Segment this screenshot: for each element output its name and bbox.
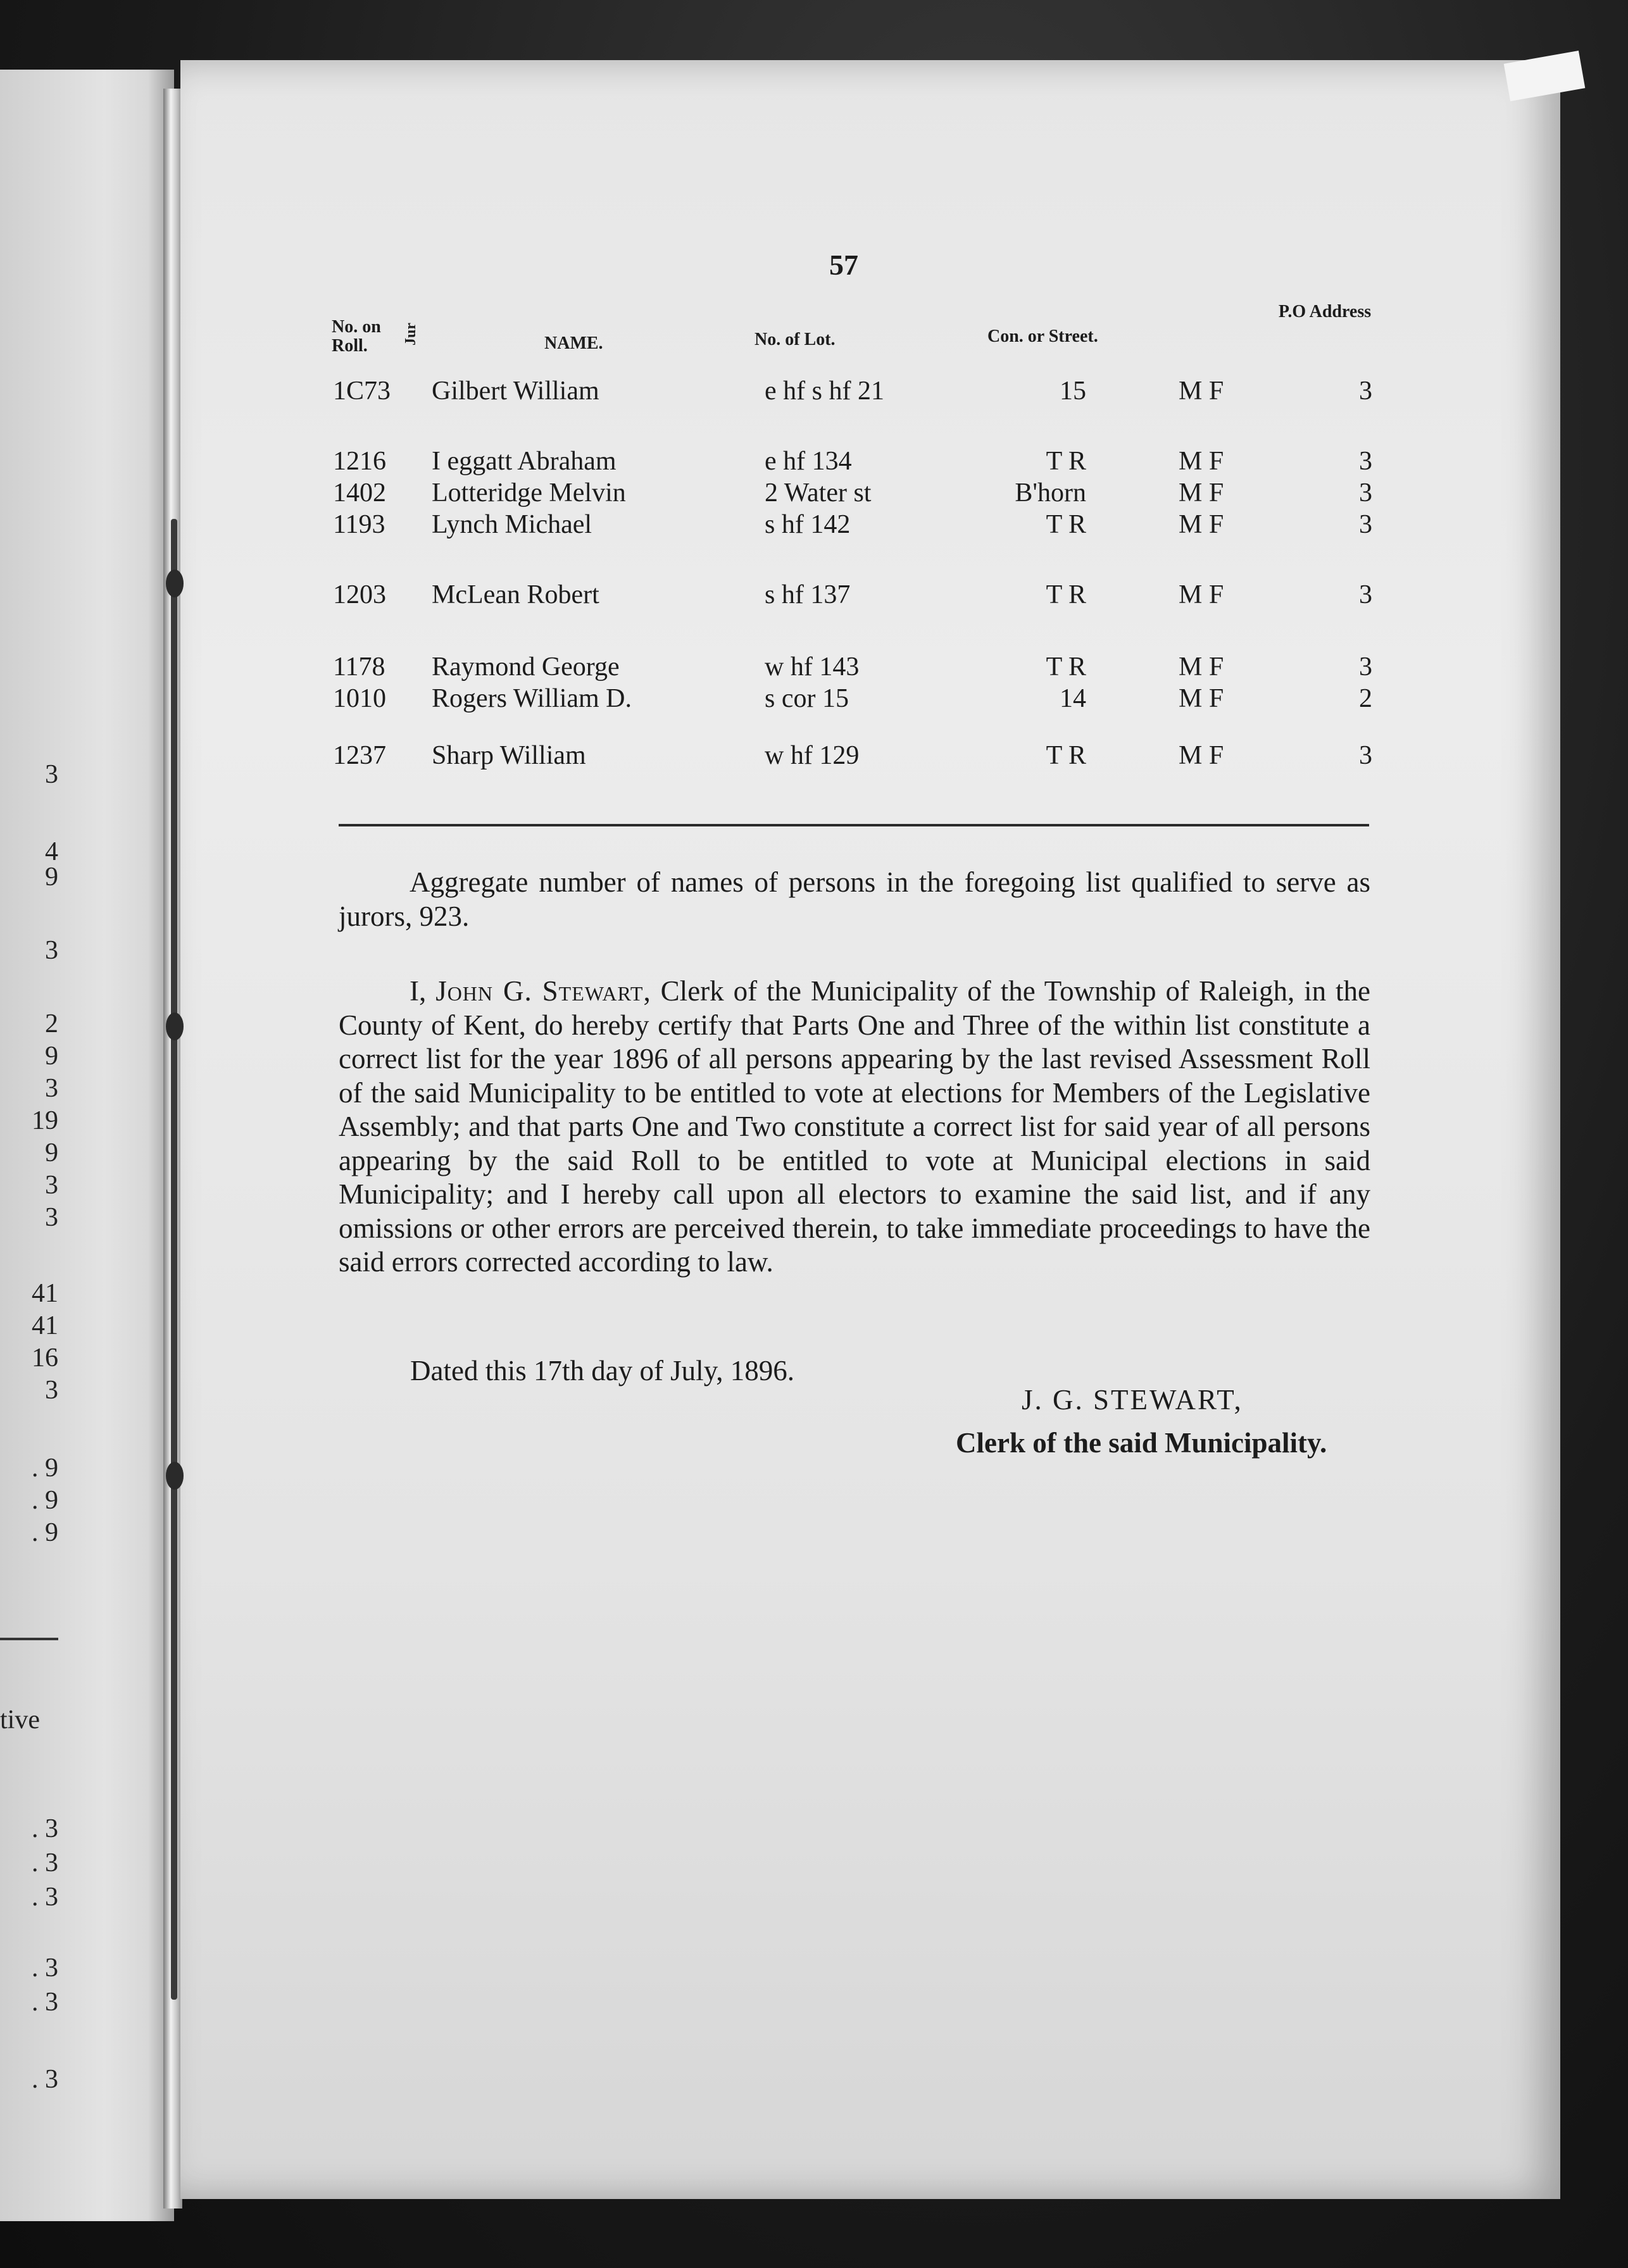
left-page-number: . 9 bbox=[32, 1454, 58, 1483]
table-row bbox=[0, 683, 1628, 719]
roll-number: 1237 bbox=[333, 741, 386, 770]
left-page-number: . 3 bbox=[32, 1848, 58, 1878]
lot-number: s hf 137 bbox=[765, 580, 851, 609]
po-address: M F bbox=[1179, 447, 1224, 476]
header-jur: Jur bbox=[403, 323, 419, 346]
page-corner-fold bbox=[1504, 51, 1586, 101]
person-name: McLean Robert bbox=[432, 580, 599, 609]
clerk-name: John G. Stewart, bbox=[435, 975, 651, 1007]
left-page-word: tive bbox=[0, 1705, 40, 1735]
con-street: T R bbox=[1046, 741, 1086, 770]
left-page-number: 19 bbox=[32, 1106, 58, 1135]
left-page-number: 3 bbox=[45, 1376, 58, 1405]
roll-number: 1C73 bbox=[333, 377, 391, 406]
left-page-rule bbox=[0, 1638, 58, 1640]
roll-number: 1402 bbox=[333, 478, 386, 508]
signature-title: Clerk of the said Municipality. bbox=[956, 1427, 1327, 1459]
left-page-number: 9 bbox=[45, 863, 58, 892]
left-page-number: 16 bbox=[32, 1343, 58, 1373]
table-row bbox=[0, 478, 1628, 513]
left-page-number: . 3 bbox=[32, 1953, 58, 1983]
roll-number: 1203 bbox=[333, 580, 386, 609]
person-name: I eggatt Abraham bbox=[432, 447, 617, 476]
left-page-number: 41 bbox=[32, 1311, 58, 1340]
lot-number: e hf s hf 21 bbox=[765, 377, 884, 406]
po-address: M F bbox=[1179, 652, 1224, 682]
header-po-address: P.O Address bbox=[1278, 302, 1372, 321]
left-page-number: 41 bbox=[32, 1279, 58, 1308]
part-number: 3 bbox=[1359, 580, 1372, 609]
certificate-paragraph bbox=[339, 975, 1370, 1280]
con-street: T R bbox=[1046, 510, 1086, 539]
header-name: NAME. bbox=[544, 333, 603, 353]
signature-name: J. G. STEWART, bbox=[1022, 1384, 1243, 1416]
left-page-number: 3 bbox=[45, 760, 58, 789]
binding-knot bbox=[166, 1462, 184, 1490]
section-rule bbox=[339, 824, 1369, 826]
table-row bbox=[0, 376, 1628, 411]
left-page-number: . 3 bbox=[32, 1883, 58, 1912]
table-row bbox=[0, 740, 1628, 776]
binding-knot bbox=[166, 1012, 184, 1040]
person-name: Lotteridge Melvin bbox=[432, 478, 626, 508]
person-name: Gilbert William bbox=[432, 377, 599, 406]
left-page-number: 3 bbox=[45, 1203, 58, 1232]
aggregate-paragraph: Aggregate number of names of persons in the foregoing list qualified to serve as jurors, 923. bbox=[339, 866, 1370, 932]
part-number: 3 bbox=[1359, 478, 1372, 508]
con-street: 15 bbox=[1060, 377, 1086, 406]
person-name: Lynch Michael bbox=[432, 510, 592, 539]
po-address: M F bbox=[1179, 478, 1224, 508]
lot-number: w hf 129 bbox=[765, 741, 860, 770]
roll-number: 1178 bbox=[333, 652, 385, 682]
certificate-opening: I, bbox=[410, 975, 427, 1007]
po-address: M F bbox=[1179, 741, 1224, 770]
person-name: Rogers William D. bbox=[432, 684, 632, 713]
left-page-number: 3 bbox=[45, 1074, 58, 1103]
left-page-number: . 9 bbox=[32, 1518, 58, 1547]
left-page-number: . 3 bbox=[32, 1814, 58, 1843]
certificate-body: Clerk of the Municipality of the Township of Raleigh, in the County of Kent, do hereby certify that Parts One and Three of the within list constitute a correct list for the year 1896 of all persons appearing by the last revised Assessment Roll of the said Municipality to be entitled to vote at elections for Members of the Legislative Assembly; and that parts One and Two constitute a correct list for said year of all persons appearing by the said Roll to be entitled to vote at Municipal elections in said Municipality; and I hereby call upon all electors to examine the said list, and if any omissions or other errors are perceived therein, to take immediate proceedings to have the said errors corrected according to law. bbox=[339, 975, 1371, 1278]
left-page-number: 3 bbox=[45, 1171, 58, 1200]
part-number: 3 bbox=[1359, 652, 1372, 682]
lot-number: w hf 143 bbox=[765, 652, 860, 682]
po-address: M F bbox=[1179, 580, 1224, 609]
con-street: T R bbox=[1046, 652, 1086, 682]
left-page-number: 9 bbox=[45, 1138, 58, 1168]
left-page-number: 9 bbox=[45, 1042, 58, 1071]
left-page-number: . 3 bbox=[32, 1988, 58, 2017]
table-row bbox=[0, 652, 1628, 687]
table-row bbox=[0, 509, 1628, 545]
table-row bbox=[0, 446, 1628, 482]
roll-number: 1010 bbox=[333, 684, 386, 713]
part-number: 3 bbox=[1359, 741, 1372, 770]
left-page-number: . 3 bbox=[32, 2065, 58, 2094]
left-page-number: 3 bbox=[45, 936, 58, 965]
part-number: 2 bbox=[1359, 684, 1372, 713]
left-page-number: 4 bbox=[45, 837, 58, 866]
con-street: B'horn bbox=[1015, 478, 1086, 508]
lot-number: e hf 134 bbox=[765, 447, 852, 476]
left-page-number: 2 bbox=[45, 1009, 58, 1038]
con-street: T R bbox=[1046, 580, 1086, 609]
lot-number: 2 Water st bbox=[765, 478, 872, 508]
po-address: M F bbox=[1179, 510, 1224, 539]
header-con: Con. or Street. bbox=[987, 327, 1098, 346]
roll-number: 1193 bbox=[333, 510, 385, 539]
po-address: M F bbox=[1179, 684, 1224, 713]
page-number: 57 bbox=[829, 249, 858, 281]
header-roll: No. on Roll. bbox=[332, 317, 381, 356]
part-number: 3 bbox=[1359, 447, 1372, 476]
person-name: Raymond George bbox=[432, 652, 620, 682]
dated-line: Dated this 17th day of July, 1896. bbox=[410, 1355, 795, 1386]
table-row bbox=[0, 580, 1628, 615]
po-address: M F bbox=[1179, 377, 1224, 406]
part-number: 3 bbox=[1359, 510, 1372, 539]
con-street: T R bbox=[1046, 447, 1086, 476]
left-page-number: . 9 bbox=[32, 1486, 58, 1515]
person-name: Sharp William bbox=[432, 741, 586, 770]
lot-number: s hf 142 bbox=[765, 510, 851, 539]
roll-number: 1216 bbox=[333, 447, 386, 476]
header-lot: No. of Lot. bbox=[755, 330, 836, 349]
part-number: 3 bbox=[1359, 377, 1372, 406]
lot-number: s cor 15 bbox=[765, 684, 849, 713]
con-street: 14 bbox=[1060, 684, 1086, 713]
